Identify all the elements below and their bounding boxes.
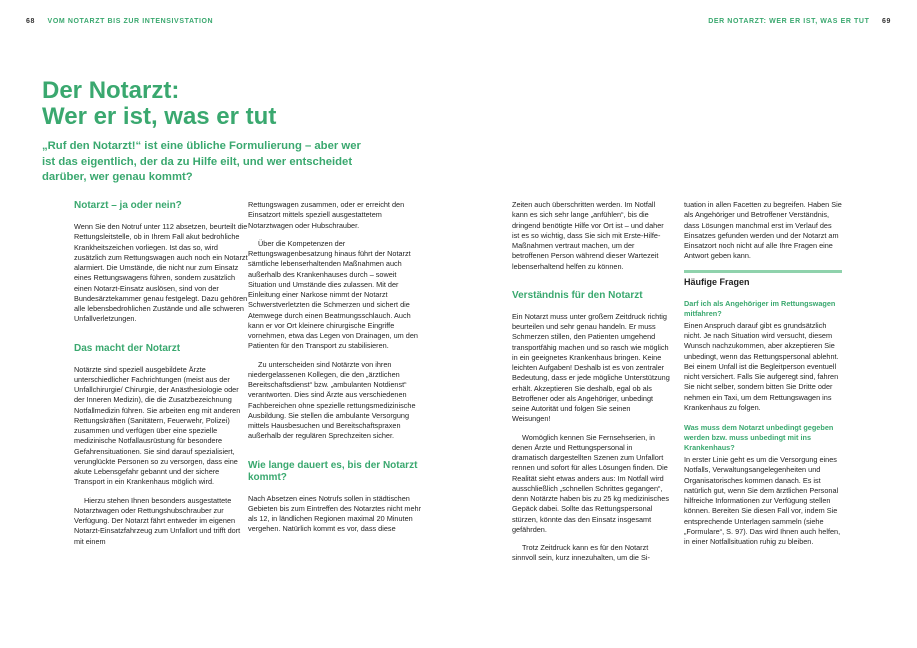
paragraph: Trotz Zeitdruck kann es für den Notarzt sinnvoll sein, kurz innezuhalten, um die Si- bbox=[512, 543, 650, 563]
column-1 bbox=[74, 200, 249, 555]
faq-question: Darf ich als Angehöriger im Rettungswagen mitfahren? bbox=[684, 298, 836, 318]
header-right bbox=[708, 18, 891, 25]
section-heading: Verständnis für den Notarzt bbox=[512, 289, 643, 301]
faq-answer: Einen Anspruch darauf gibt es grundsätzlich nicht. Je nach Situation wird versucht, diesem Wunsch nachzukommen, aber akzeptieren Sie unbedingt, wenn das Rettungspersonal ablehnt. Bei einem Unfall ist die Begleitperson eventuell nicht versichert. Falls Sie aufgeregt sind, fahren Sie nicht selber, sondern bitten Sie Dritte oder nehmen ein Taxi, um dem Rettungswagen ins Krankenhaus zu folgen. bbox=[684, 320, 839, 412]
paragraph: Notärzte sind speziell ausgebildete Ärzte unterschiedlicher Fachrichtungen (meist aus der Unfallchirurgie/ Chirurgie, der Anästhesiologie oder der Inneren Medizin), die die Zusatzbezeichnung Notfallmedizin führen. Sie arbeiten eng mit anderen Rettungskräften (Sanitätern, Feuerwehr, Polizei) zusammen und verfügen über eine spezielle medizinische Notfallausrüstung für besondere Gefahrensituationen. Sie sind darauf spezialisiert, verunglückte Personen so zu versorgen, dass eine akute Lebensgefahr gebannt und der sichere Transport in ein Krankenhaus möglich wird. bbox=[74, 364, 241, 487]
section-heading: Wie lange dauert es, bis der Notarzt kommt? bbox=[248, 459, 418, 483]
paragraph: Womöglich kennen Sie Fernsehserien, in denen Ärzte und Rettungspersonal in dramatisch dargestellten Szenen zum Unfallort rennen und sofort für alles Lösungen finden. Die Realität sieht etwas anders aus: Im Notfall wird ausschließlich „schnellen Schrittes gegangen“, denn Notärzte haben bis zu 25 kg medizinisches Gepäck dabei. Sollte das Rettungspersonal stürzen, könnte das den Einsatz insgesamt gefährden. bbox=[512, 432, 669, 534]
paragraph: Wenn Sie den Notruf unter 112 absetzen, beurteilt die Rettungsleitstelle, ob in Ihrem Fall akut bedrohliche Krankheitszeichen vorliegen. Ist das so, wird zusätzlich zum Rettungswagen auch noch ein Notarzt alarmiert. Die Umstände, die nicht nur zum Einsatz eines Rettungswagens führen, sondern zusätzlich einen Notarzt-Einsatz auslösen, sind von der Bundesärztekammer genau festgelegt. Dazu gehören alle lebensbedrohlichen Zustände und alle schweren Unfallverletzungen. bbox=[74, 222, 248, 324]
section-heading: Notarzt – ja oder nein? bbox=[74, 200, 182, 211]
page-number-left: 68 bbox=[26, 18, 35, 25]
column-2 bbox=[248, 200, 423, 543]
faq-heading: Häufige Fragen bbox=[684, 270, 842, 287]
header-left bbox=[26, 18, 213, 25]
column-4 bbox=[684, 200, 842, 555]
paragraph: Über die Kompetenzen der Rettungswagenbesatzung hinaus führt der Notarzt sämtliche lebenserhaltenden Maßnahmen auch außerhalb des Krankenhauses durch – soweit Situation und Umstände dies zulassen. Mit der Einleitung einer Narkose nimmt der Notarzt Schwerstverletzten die Schmerzen und sichert die Atemwege durch einen Beatmungsschlauch. Auch kann er vor Ort kleinere chirurgische Eingriffe vornehmen, etwa das Legen von Drainagen, um den Patienten für den Transport zu stabilisieren. bbox=[248, 238, 418, 351]
title-line-1: Der Notarzt: bbox=[42, 77, 180, 104]
page-number-right: 69 bbox=[882, 18, 891, 25]
paragraph: Zeiten auch überschritten werden. Im Notfall kann es sich sehr lange „anfühlen“, bis die dringend benötigte Hilfe vor Ort ist – und daher ist es so wichtig, dass Sie sich mit Erste-Hilfe-Maßnahmen vertraut machen, um der betroffenen Person während dieser Wartezeit lebenserhaltend helfen zu können. bbox=[512, 200, 664, 271]
paragraph: Nach Absetzen eines Notrufs sollen in städtischen Gebieten bis zum Eintreffen des Notarztes nicht mehr als 12, in ländlichen Regionen maximal 20 Minuten vergehen. Natürlich kommt es vor, dass diese bbox=[248, 493, 422, 534]
page-title bbox=[42, 78, 276, 130]
column-3 bbox=[512, 200, 670, 572]
title-line-2: Wer er ist, was er tut bbox=[42, 103, 277, 130]
paragraph: tuation in allen Facetten zu begreifen. Haben Sie als Angehöriger und Betroffener Verständnis, dass Lösungen manchmal erst im Verlauf des Einsatzes gefunden werden und der Notarzt am Einsatzort noch nicht auf alle Ihre Fragen eine Antwort geben kann. bbox=[684, 200, 842, 261]
faq-answer: In erster Linie geht es um die Versorgung eines Notfalls, Verwaltungsangelegenheiten und Organisatorisches kommen danach. Es ist natürlich gut, wenn Sie dem ärztlichen Personal hilfreiche Informationen zur Verfügung stellen können. Bereiten Sie diesen Fall vor, indem Sie entsprechende Unterlagen sammeln (siehe „Formulare“, S. 97). Das wird Ihnen auch helfen, in einer Notfallsituation ruhig zu bleiben. bbox=[684, 455, 841, 546]
faq-question: Was muss dem Notarzt unbedingt gegeben werden bzw. muss unbedingt mit ins Krankenhaus? bbox=[684, 423, 834, 452]
paragraph: Hierzu stehen Ihnen besonders ausgestattete Notarztwagen oder Rettungshubschrauber zur Verfügung. Der Notarzt fährt entweder im eigenen Notarzt-Einsatzfahrzeug zum Unfallort und trifft dort mit einem bbox=[74, 495, 241, 546]
paragraph: Zu unterscheiden sind Notärzte von ihren niedergelassenen Kollegen, die den „ärztlichen Bereitschaftsdienst“ bzw. „ambulanten Notdienst“ verantworten. Dies sind Ärzte aus verschiedenen Fachbereichen ohne spezielle rettungsmedizinische Ausbildung. Sie stellen die ambulante Versorgung mittels Hausbesuchen und Bereitschaftspraxen außerhalb der regulären Sprechzeiten sicher. bbox=[248, 359, 416, 441]
paragraph: Ein Notarzt muss unter großem Zeitdruck richtig beurteilen und sehr genau handeln. Er muss Schmerzen stillen, den Patienten umgehend transportfähig machen und so rasch wie möglich in ein geeignetes Krankenhaus bringen. Keine leichten Aufgaben! Deshalb ist es von zentraler Bedeutung, dass er jede mögliche Unterstützung erhält. Akzeptieren Sie deshalb, egal ob als Betroffener oder als Angehöriger, unbedingt seine Autorität und folgen Sie seinen Weisungen! bbox=[512, 311, 670, 424]
section-heading: Das macht der Notarzt bbox=[74, 342, 181, 354]
paragraph: Rettungswagen zusammen, oder er erreicht den Einsatzort mittels speziell ausgestattetem Notarztwagen oder Hubschrauber. bbox=[248, 200, 405, 230]
running-title-right: DER NOTARZT: WER ER IST, WAS ER TUT bbox=[708, 18, 870, 25]
lead-paragraph: „Ruf den Notarzt!“ ist eine übliche Formulierung – aber wer ist das eigentlich, der da zu Hilfe eilt, und wer entscheidet darüber, wer genau kommt? bbox=[42, 140, 361, 183]
running-title-left: VOM NOTARZT BIS ZUR INTENSIVSTATION bbox=[47, 18, 214, 25]
